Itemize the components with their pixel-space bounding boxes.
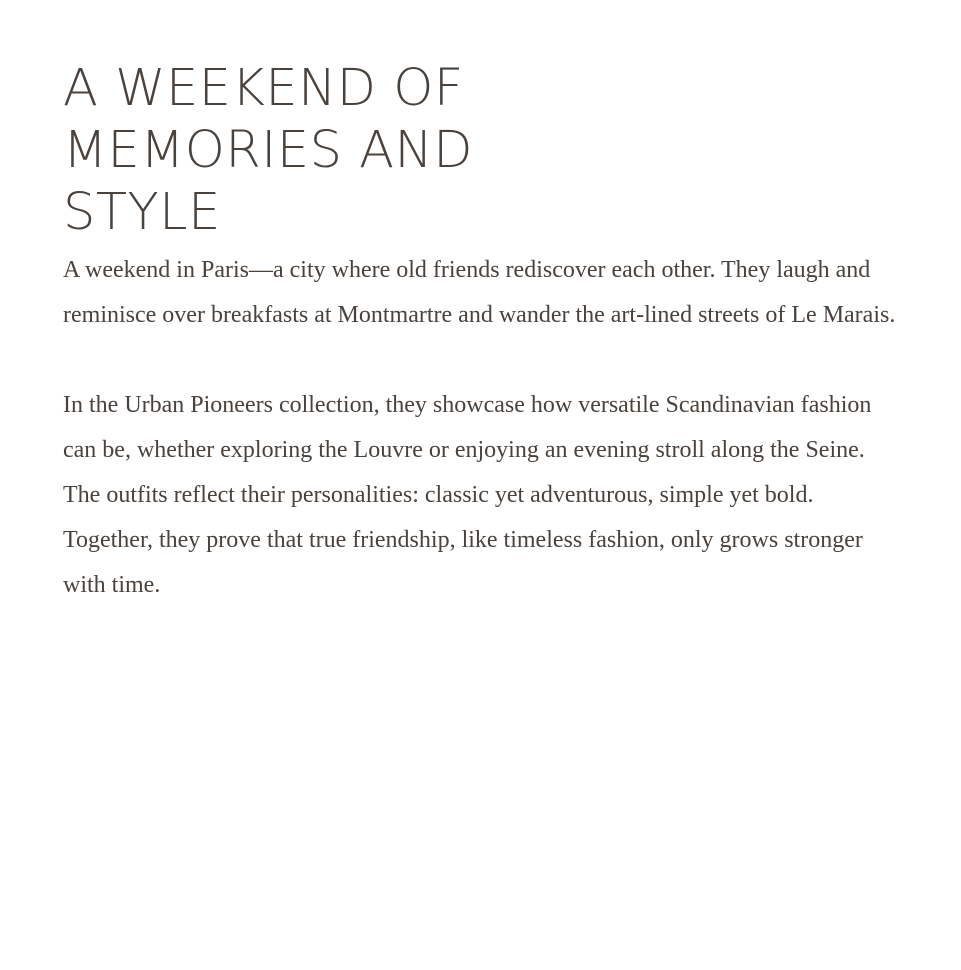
- article: [63, 58, 903, 608]
- article-title-line: STYLE: [63, 183, 221, 242]
- article-title-line: MEMORIES AND: [63, 121, 473, 180]
- article-paragraph-intro: A weekend in Paris—a city where old friends rediscover each other. They laugh and reminisce over breakfasts at Montmartre and wander the art-lined streets of Le Marais.: [63, 257, 896, 328]
- article-title: [63, 58, 563, 244]
- article-paragraph-collection: In the Urban Pioneers collection, they showcase how versatile Scandinavian fashion can be, whether exploring the Louvre or enjoying an evening stroll along the Seine. The outfits reflect their personalities: classic yet adventurous, simple yet bold. Together, they prove that true friendship, like timeless fashion, only grows stronger with time.: [63, 392, 872, 598]
- article-title-line: A WEEKEND OF: [63, 59, 464, 118]
